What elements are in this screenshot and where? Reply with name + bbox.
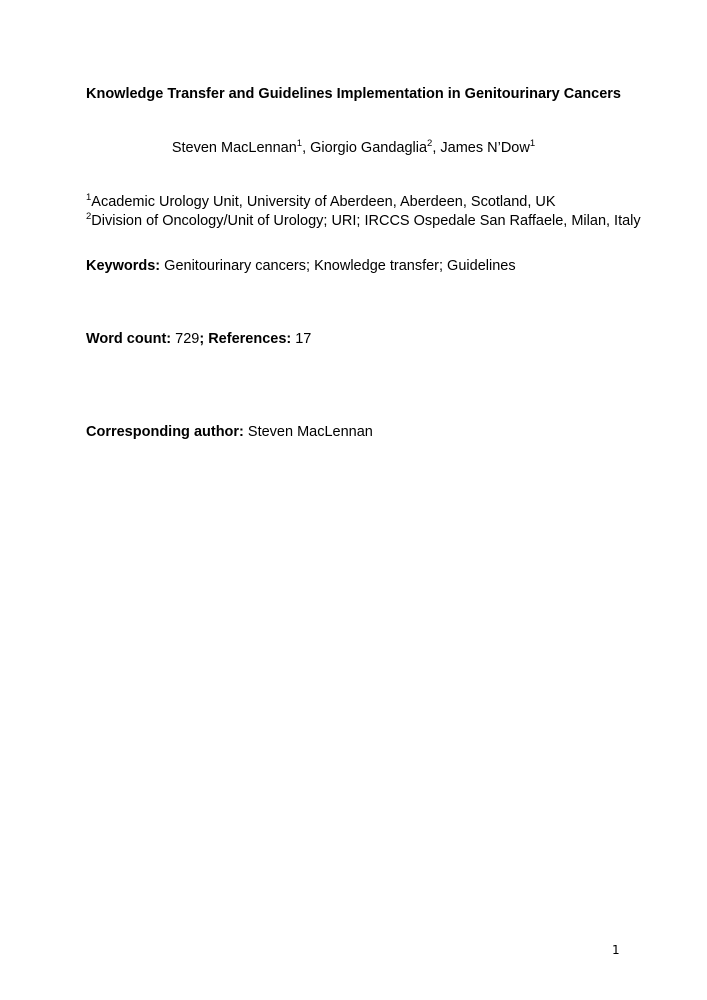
author-name: Giorgio Gandaglia (310, 140, 428, 156)
keywords-value: Genitourinary cancers; Knowledge transfer; Guidelines (160, 258, 516, 274)
corresponding-author-value: Steven MacLennan (243, 424, 373, 440)
author-name: Steven MacLennan (171, 140, 297, 156)
author-list (0, 140, 707, 156)
references-value: 17 (291, 331, 312, 347)
author-separator: , (432, 140, 441, 156)
author-name: James N’Dow (440, 140, 530, 156)
affiliation-marker: 1 (86, 192, 92, 204)
word-count-label: Word count: (86, 331, 172, 347)
affiliation-text: Academic Urology Unit, University of Aberdeen, Aberdeen, Scotland, UK (91, 194, 556, 210)
paper-title: Knowledge Transfer and Guidelines Implementation in Genitourinary Cancers (86, 86, 621, 102)
references-label: ; References: (199, 331, 292, 347)
corresponding-author-line (86, 424, 373, 440)
page-number: 1 (612, 943, 620, 957)
word-count-line (86, 331, 311, 347)
author-affiliation-marker: 1 (529, 138, 536, 150)
keywords-label: Keywords: (86, 258, 161, 274)
keywords-line (86, 258, 516, 274)
author-affiliation-marker: 1 (296, 138, 303, 150)
affiliation-1 (86, 194, 556, 210)
word-count-value: 729 (171, 331, 200, 347)
author-separator: , (302, 140, 311, 156)
corresponding-author-label: Corresponding author: (86, 424, 244, 440)
affiliation-2 (86, 213, 641, 229)
affiliation-marker: 2 (86, 211, 92, 223)
affiliation-text: Division of Oncology/Unit of Urology; URI; IRCCS Ospedale San Raffaele, Milan, Italy (91, 213, 641, 229)
author-affiliation-marker: 2 (427, 138, 433, 150)
